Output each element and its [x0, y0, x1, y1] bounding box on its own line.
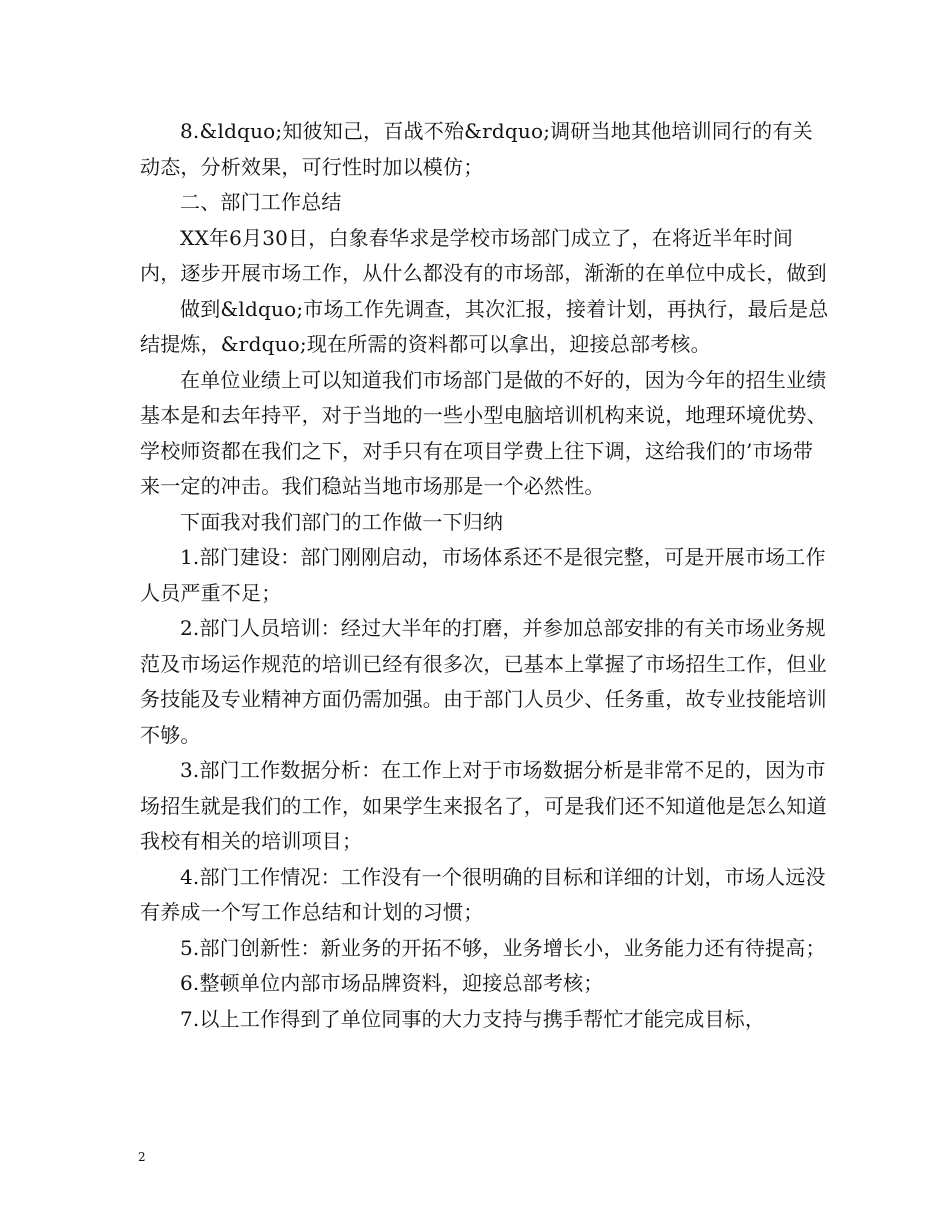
list-item-department-building: 1.部门建设：部门刚刚启动，市场体系还不是很完整，可是开展市场工作人员严重不足；: [140, 545, 826, 605]
paragraph-research-peers: 8.&ldquo;知彼知己，百战不殆&rdquo;调研当地其他培训同行的有关动态，分析效果，可行性时加以模仿；: [140, 119, 813, 179]
list-item-innovation: 5.部门创新性：新业务的开拓不够，业务增长小，业务能力还有待提高；: [180, 935, 826, 960]
list-item-brand-materials: 6.整顿单位内部市场品牌资料，迎接总部考核；: [180, 971, 604, 995]
paragraph-performance: 在单位业绩上可以知道我们市场部门是做的不好的，因为今年的招生业绩基本是和去年持平，对于当地的一些小型电脑培训机构来说，地理环境优势、学校师资都在我们之下，对手只有在项目学费上往下调，这给我们的’市场带来一定的冲击。我们稳站当地市场那是一个必然性。: [140, 367, 827, 498]
page-number: 2: [138, 1150, 146, 1164]
section-heading-department-summary: 二、部门工作总结: [180, 190, 342, 214]
list-item-work-status: 4.部门工作情况：工作没有一个很明确的目标和详细的计划，市场人远没有养成一个写工作总结和计划的习惯；: [140, 864, 826, 924]
list-item-data-analysis: 3.部门工作数据分析：在工作上对于市场数据分析是非常不足的，因为市场招生就是我们的工作，如果学生来报名了，可是我们还不知道他是怎么知道我校有相关的培训项目；: [140, 758, 827, 853]
list-item-staff-training: 2.部门人员培训：经过大半年的打磨，并参加总部安排的有关市场业务规范及市场运作规范的培训已经有很多次，已基本上掌握了市场招生工作，但业务技能及专业精神方面仍需加强。由于部门人员少、任务重，故专业技能培训不够。: [140, 616, 827, 747]
paragraph-work-process: 做到&ldquo;市场工作先调查，其次汇报，接着计划，再执行，最后是总结提炼，&rdquo;现在所需的资料都可以拿出，迎接总部考核。: [140, 296, 829, 356]
paragraph-department-founding: XX年6月30日，白象春华求是学校市场部门成立了，在将近半年时间内，逐步开展市场工作，从什么都没有的市场部，渐渐的在单位中成长，做到: [140, 225, 827, 285]
document-body: [140, 114, 830, 1037]
list-item-support: 7.以上工作得到了单位同事的大力支持与携手帮忙才能完成目标，: [180, 1006, 766, 1031]
paragraph-summary-intro: 下面我对我们部门的工作做一下归纳: [180, 509, 504, 534]
